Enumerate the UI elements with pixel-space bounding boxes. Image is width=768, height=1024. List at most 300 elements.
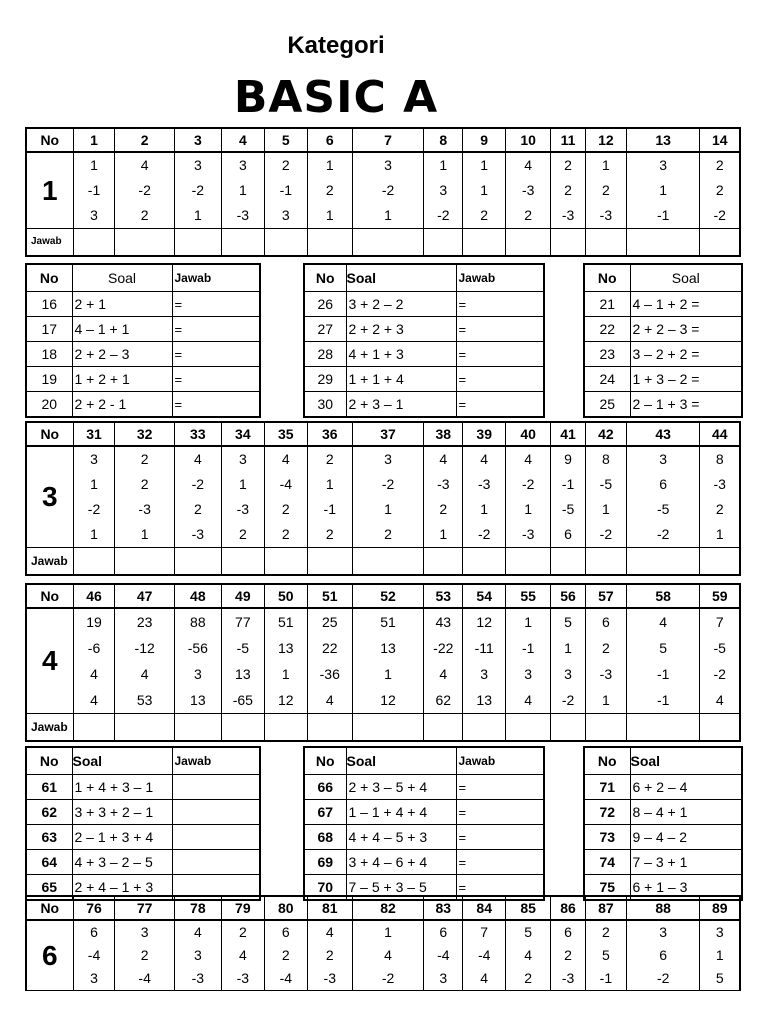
soal-expression: 9 – 4 – 2 [630,825,742,850]
page-title: BASIC A [233,72,439,123]
soal-box [303,263,545,418]
answer-cell[interactable] [73,229,115,257]
operand-value: 1 [238,476,247,492]
operand-value: 19 [86,614,102,630]
operand-value: -3 [191,970,205,986]
operand-value: 2 [281,501,290,517]
question-number: 74 [584,850,630,875]
section-number: 4 [26,608,73,714]
question-number: 17 [26,317,72,342]
operand-value: 3 [90,970,98,986]
operand-value: -3 [599,207,613,223]
operand-value: 13 [190,692,206,708]
operand-value: 1 [325,157,334,173]
question-number: 4 [221,128,264,152]
operand-value: 1 [524,501,533,517]
operand-value: 4 [715,692,724,708]
operand-column [626,152,700,229]
operand-value: -2 [87,501,101,517]
operand-value: 2 [564,157,572,173]
answer-cell[interactable] [307,714,352,742]
answer-field[interactable]: = [456,800,544,825]
answer-cell[interactable] [307,548,352,576]
operand-column [73,446,115,548]
box-header-no: No [304,264,346,292]
answer-cell[interactable] [585,714,626,742]
operand-value: 2 [281,947,290,963]
question-number: 26 [304,292,346,317]
answer-cell[interactable] [463,714,506,742]
answer-cell[interactable] [551,714,586,742]
answer-cell[interactable] [307,229,352,257]
question-number: 34 [221,422,264,446]
grid-section-4 [25,583,741,742]
operand-value: 1 [281,666,290,682]
operand-value: 5 [601,947,610,963]
operand-value: 3 [140,924,149,940]
question-number: 85 [506,896,551,920]
question-number: 32 [115,422,174,446]
operand-column [221,920,264,991]
operand-value: 4 [439,451,448,467]
operand-value: 2 [524,207,533,223]
operand-column [307,446,352,548]
box-header-jawab: Jawab [456,747,544,775]
operand-value: 2 [601,640,610,656]
operand-value: -4 [279,970,293,986]
operand-value: -3 [477,476,491,492]
question-number: 66 [304,775,346,800]
question-number: 68 [304,825,346,850]
operand-value: -1 [87,182,101,198]
operand-value: 5 [524,924,533,940]
answer-field[interactable]: = [456,825,544,850]
answer-cell[interactable] [174,229,221,257]
operand-value: 4 [659,614,668,630]
operand-value: -5 [713,640,726,656]
operand-value: 12 [476,614,492,630]
answer-field[interactable]: = [456,342,544,367]
question-number: 79 [221,896,264,920]
question-number: 37 [352,422,424,446]
answer-field[interactable]: = [456,292,544,317]
jawab-label: Jawab [26,229,73,257]
operand-column [352,446,424,548]
question-number: 9 [463,128,506,152]
operand-value: 1 [384,924,392,940]
answer-cell[interactable] [264,714,307,742]
answer-cell[interactable] [551,548,586,576]
soal-expression: 2 + 2 – 3 [72,342,172,367]
answer-field[interactable] [172,775,260,800]
operand-value: 1 [601,157,610,173]
operand-column [424,446,463,548]
question-number: 65 [26,875,72,901]
answer-field[interactable]: = [456,317,544,342]
operand-value: 3 [193,666,202,682]
question-number: 29 [304,367,346,392]
operand-value: -5 [656,501,670,517]
operand-value: 13 [476,692,492,708]
operand-value: 7 [715,614,724,630]
col-header-no: No [26,128,73,152]
answer-cell[interactable] [174,714,221,742]
operand-value: -2 [477,526,491,542]
operand-value: -1 [323,501,336,517]
operand-value: -3 [599,666,613,682]
question-number: 49 [221,584,264,608]
operand-value: 1 [601,501,610,517]
question-number: 56 [551,584,586,608]
operand-value: 4 [140,666,149,682]
operand-column [585,920,626,991]
box-header-jawab: Jawab [172,747,260,775]
operand-column [463,446,506,548]
question-number: 77 [115,896,174,920]
question-number: 78 [174,896,221,920]
operand-value: 1 [439,526,448,542]
operand-value: -65 [232,692,253,708]
operand-value: 2 [325,451,334,467]
answer-cell[interactable] [73,548,115,576]
operand-value: 3 [439,182,448,198]
answer-cell[interactable] [264,229,307,257]
operand-value: 1 [384,207,392,223]
operand-value: -3 [236,207,250,223]
answer-field[interactable]: = [456,367,544,392]
operand-column [221,446,264,548]
answer-cell[interactable] [221,229,264,257]
box-header-no: No [304,747,346,775]
box-header-soal: Soal [346,264,456,292]
operand-value: 1 [524,614,533,630]
question-number: 7 [352,128,424,152]
soal-expression: 1 + 3 – 2 = [630,367,742,392]
question-number: 73 [584,825,630,850]
operand-value: -3 [713,476,726,492]
answer-cell[interactable] [700,714,740,742]
operand-value: 2 [238,526,247,542]
operand-value: -22 [433,640,454,656]
operand-column [352,608,424,714]
operand-value: 2 [140,207,149,223]
operand-column [626,920,700,991]
answer-cell[interactable] [352,714,424,742]
soal-expression: 4 – 1 + 1 [72,317,172,342]
operand-value: 3 [193,947,202,963]
soal-expression: 2 + 2 - 1 [72,392,172,418]
operand-value: -3 [521,182,535,198]
operand-column [73,920,115,991]
operand-value: 1 [480,157,489,173]
operand-value: -2 [381,182,395,198]
question-number: 86 [551,896,586,920]
section-number: 3 [26,446,73,548]
soal-expression: 3 + 2 – 2 [346,292,456,317]
answer-field[interactable]: = [172,292,260,317]
question-number: 44 [700,422,740,446]
operand-value: 2 [564,947,572,963]
operand-value: -4 [279,476,293,492]
operand-column [506,446,551,548]
answer-cell[interactable] [463,548,506,576]
operand-value: 4 [524,451,533,467]
operand-column [73,152,115,229]
answer-field[interactable]: = [456,392,544,418]
operand-value: 6 [90,924,98,940]
question-number: 40 [506,422,551,446]
operand-value: 6 [659,947,668,963]
answer-cell[interactable] [700,548,740,576]
question-number: 57 [585,584,626,608]
answer-cell[interactable] [174,548,221,576]
operand-value: -3 [191,526,205,542]
operand-value: 4 [524,947,533,963]
question-number: 82 [352,896,424,920]
soal-expression: 2 – 1 + 3 = [630,392,742,418]
operand-value: 6 [564,924,572,940]
question-number: 27 [304,317,346,342]
operand-value: -2 [138,182,151,198]
question-number: 72 [584,800,630,825]
operand-value: 4 [480,451,489,467]
question-number: 22 [584,317,630,342]
answer-cell[interactable] [506,548,551,576]
operand-value: -2 [381,970,395,986]
answer-cell[interactable] [115,548,174,576]
operand-column [264,152,307,229]
operand-value: 3 [439,970,448,986]
question-number: 80 [264,896,307,920]
question-number: 61 [26,775,72,800]
question-number: 55 [506,584,551,608]
operand-column [506,608,551,714]
operand-value: 12 [278,692,294,708]
question-number: 53 [424,584,463,608]
operand-column [264,920,307,991]
operand-value: 2 [140,476,149,492]
kategori-label: Kategori [287,32,385,59]
answer-cell[interactable] [506,714,551,742]
question-number: 83 [424,896,463,920]
box-header-jawab: Jawab [172,264,260,292]
operand-value: 1 [90,526,98,542]
answer-field[interactable]: = [172,367,260,392]
answer-cell[interactable] [221,548,264,576]
operand-value: -5 [236,640,250,656]
grid-section-3 [25,421,741,576]
operand-value: 5 [715,970,724,986]
operand-value: -2 [561,692,575,708]
operand-value: -4 [437,947,450,963]
question-number: 69 [304,850,346,875]
operand-value: 1 [325,207,334,223]
soal-expression: 7 – 3 + 1 [630,850,742,875]
operand-value: 51 [278,614,294,630]
operand-column [73,608,115,714]
operand-column [221,152,264,229]
answer-cell[interactable] [73,714,115,742]
answer-cell[interactable] [585,548,626,576]
operand-column [352,152,424,229]
answer-cell[interactable] [551,229,586,257]
answer-cell[interactable] [221,714,264,742]
box-header-jawab: Jawab [456,264,544,292]
operand-value: 4 [439,666,448,682]
operand-value: 3 [564,666,572,682]
question-number: 41 [551,422,586,446]
box-header-soal: Soal [630,747,742,775]
question-number: 76 [73,896,115,920]
soal-expression: 3 + 3 + 2 – 1 [72,800,172,825]
grid-section-1 [25,127,741,257]
operand-value: 1 [439,157,448,173]
answer-cell[interactable] [626,229,700,257]
question-number: 81 [307,896,352,920]
col-header-no: No [26,896,73,920]
operand-value: 2 [325,526,334,542]
question-number: 89 [700,896,740,920]
operand-value: -2 [437,207,450,223]
question-number: 14 [700,128,740,152]
soal-expression: 7 – 5 + 3 – 5 [346,875,456,901]
answer-cell[interactable] [626,548,700,576]
operand-column [551,920,586,991]
answer-field[interactable]: = [172,317,260,342]
operand-value: 1 [601,692,610,708]
operand-value: 1 [325,476,334,492]
question-number: 38 [424,422,463,446]
answer-field[interactable]: = [456,775,544,800]
operand-value: -12 [134,640,155,656]
operand-value: 3 [90,207,98,223]
soal-expression: 4 + 3 – 2 – 5 [72,850,172,875]
operand-value: 53 [136,692,153,708]
question-number: 6 [307,128,352,152]
operand-value: 2 [715,501,724,517]
answer-field[interactable]: = [172,342,260,367]
question-number: 36 [307,422,352,446]
operand-value: 2 [564,182,572,198]
answer-cell[interactable] [585,229,626,257]
answer-cell[interactable] [506,229,551,257]
operand-column [174,152,221,229]
operand-value: 1 [193,207,202,223]
operand-column [463,920,506,991]
question-number: 51 [307,584,352,608]
answer-field[interactable]: = [456,850,544,875]
question-number: 35 [264,422,307,446]
operand-value: -3 [521,526,535,542]
box-header-no: No [584,747,630,775]
operand-column [551,152,586,229]
operand-value: -2 [599,526,613,542]
answer-cell[interactable] [115,714,174,742]
operand-value: 3 [715,924,724,940]
operand-value: 4 [193,451,202,467]
answer-cell[interactable] [352,548,424,576]
question-number: 63 [26,825,72,850]
box-header-soal: Soal [72,747,172,775]
answer-cell[interactable] [352,229,424,257]
operand-value: 2 [193,501,202,517]
operand-column [221,608,264,714]
operand-column [307,152,352,229]
answer-cell[interactable] [115,229,174,257]
operand-value: 2 [140,451,149,467]
operand-value: 1 [564,640,572,656]
operand-value: -3 [561,207,575,223]
answer-field[interactable] [172,850,260,875]
operand-value: -3 [323,970,336,986]
box-header-soal: Soal [630,264,742,292]
soal-expression: 1 + 1 + 4 [346,367,456,392]
answer-cell[interactable] [463,229,506,257]
operand-value: 2 [439,501,448,517]
operand-value: -1 [656,666,670,682]
operand-value: 2 [480,207,489,223]
operand-value: 3 [238,451,247,467]
soal-expression: 8 – 4 + 1 [630,800,742,825]
soal-box [583,263,743,418]
answer-cell[interactable] [626,714,700,742]
operand-value: 6 [659,476,668,492]
operand-value: 77 [235,614,251,630]
operand-column [115,920,174,991]
operand-value: 4 [524,157,533,173]
operand-value: 13 [380,640,396,656]
operand-value: 25 [321,614,338,630]
operand-value: -2 [713,207,726,223]
answer-field[interactable]: = [172,392,260,418]
operand-value: 6 [564,526,572,542]
operand-value: -3 [437,476,450,492]
box-header-no: No [26,747,72,775]
operand-value: -11 [474,640,494,656]
question-number: 31 [73,422,115,446]
soal-expression: 6 + 1 – 3 [630,875,742,901]
answer-cell[interactable] [424,229,463,257]
operand-column [307,920,352,991]
section-number: 1 [26,152,73,229]
operand-value: 5 [564,614,572,630]
operand-value: 2 [384,526,392,542]
question-number: 43 [626,422,700,446]
operand-value: -1 [561,476,575,492]
operand-value: 2 [281,157,290,173]
answer-field[interactable]: = [456,875,544,901]
operand-value: -56 [187,640,208,656]
operand-value: -4 [138,970,151,986]
answer-field[interactable] [172,825,260,850]
soal-expression: 1 + 2 + 1 [72,367,172,392]
answer-field[interactable] [172,800,260,825]
answer-cell[interactable] [424,548,463,576]
operand-column [700,152,740,229]
question-number: 12 [585,128,626,152]
soal-expression: 3 – 2 + 2 = [630,342,742,367]
operand-column [585,446,626,548]
answer-cell[interactable] [264,548,307,576]
answer-cell[interactable] [424,714,463,742]
operand-value: -2 [656,970,670,986]
operand-column [307,608,352,714]
operand-value: 2 [715,157,724,173]
operand-value: 2 [281,526,290,542]
answer-cell[interactable] [700,229,740,257]
soal-box [25,746,261,901]
operand-value: 4 [325,924,334,940]
